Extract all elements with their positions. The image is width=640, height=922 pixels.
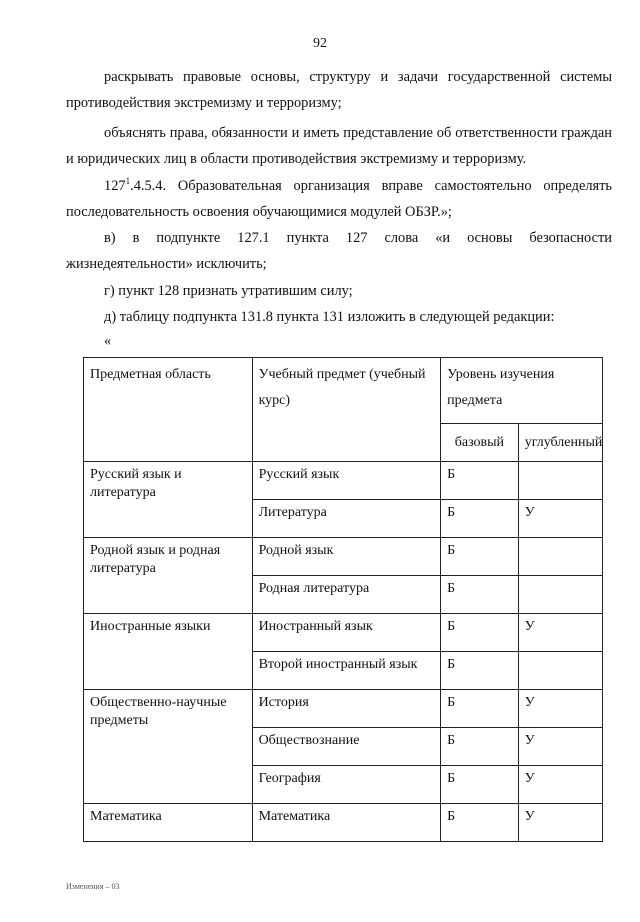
clause-text: .4.5.4. Образовательная организация вправе самостоятельно определять последовательность освоения обучающимися модулей ОБЗР.»;	[66, 178, 612, 220]
paragraph-item-v	[66, 225, 612, 277]
basic-level-cell: Б	[441, 538, 519, 576]
paragraph-item-d	[66, 304, 612, 330]
table-body	[84, 462, 603, 842]
basic-level-cell: Б	[441, 652, 519, 690]
basic-level-cell: Б	[441, 614, 519, 652]
paragraph-item-g	[66, 278, 612, 304]
subject-cell: Второй иностранный язык	[252, 652, 441, 690]
subject-cell: История	[252, 690, 441, 728]
header-advanced: углубленный	[518, 424, 602, 462]
header-subject-area: Предметная область	[84, 358, 253, 462]
basic-level-cell: Б	[441, 462, 519, 500]
subject-area-cell: Математика	[84, 804, 253, 842]
paragraph-text: объяснять права, обязанности и иметь представление об ответственности граждан и юридических лиц в области противодействия экстремизму и терроризму.	[66, 125, 612, 167]
basic-level-cell: Б	[441, 576, 519, 614]
paragraph-text: д) таблицу подпункта 131.8 пункта 131 изложить в следующей редакции:	[104, 309, 555, 325]
basic-level-cell: Б	[441, 690, 519, 728]
subject-cell: Русский язык	[252, 462, 441, 500]
paragraph-rights-duties	[66, 120, 612, 172]
basic-level-cell: Б	[441, 804, 519, 842]
basic-level-cell: Б	[441, 728, 519, 766]
subject-cell: Родной язык	[252, 538, 441, 576]
revision-footer: Изменения – 03	[66, 882, 120, 891]
subject-cell: Математика	[252, 804, 441, 842]
table-row	[84, 538, 603, 576]
header-study-level: Уровень изучения предмета	[441, 358, 603, 424]
subject-area-cell: Русский язык и литература	[84, 462, 253, 538]
table-row	[84, 614, 603, 652]
advanced-level-cell: У	[518, 500, 602, 538]
advanced-level-cell	[518, 538, 602, 576]
basic-level-cell: Б	[441, 500, 519, 538]
advanced-level-cell	[518, 652, 602, 690]
clause-superscript: 1	[125, 176, 131, 187]
subject-cell: География	[252, 766, 441, 804]
advanced-level-cell: У	[518, 804, 602, 842]
subject-area-cell: Иностранные языки	[84, 614, 253, 690]
subject-cell: Родная литература	[252, 576, 441, 614]
paragraph-text: раскрывать правовые основы, структуру и задачи государственной системы противодействия экстремизму и терроризму;	[66, 69, 612, 111]
paragraph-text: г) пункт 128 признать утратившим силу;	[104, 283, 353, 299]
subjects-table	[83, 357, 603, 842]
advanced-level-cell: У	[518, 766, 602, 804]
header-basic: базовый	[441, 424, 519, 462]
paragraph-text	[66, 173, 612, 225]
table-row	[84, 462, 603, 500]
clause-number: 127	[104, 178, 126, 194]
subject-area-cell: Родной язык и родная литература	[84, 538, 253, 614]
advanced-level-cell: У	[518, 614, 602, 652]
subject-area-cell: Общественно-научные предметы	[84, 690, 253, 804]
subject-cell: Иностранный язык	[252, 614, 441, 652]
opening-quote: «	[104, 333, 112, 349]
subject-cell: Обществознание	[252, 728, 441, 766]
paragraph-legal-basis	[66, 64, 612, 116]
basic-level-cell: Б	[441, 766, 519, 804]
advanced-level-cell	[518, 462, 602, 500]
header-subject: Учебный предмет (учебный курс)	[252, 358, 441, 462]
paragraph-text: в) в подпункте 127.1 пункта 127 слова «и основы безопасности жизнедеятельности» исключить;	[66, 230, 612, 272]
advanced-level-cell: У	[518, 690, 602, 728]
table-row	[84, 804, 603, 842]
subject-cell: Литература	[252, 500, 441, 538]
advanced-level-cell	[518, 576, 602, 614]
advanced-level-cell: У	[518, 728, 602, 766]
paragraph-127-1	[66, 173, 612, 225]
page-number: 92	[313, 36, 327, 51]
table-row	[84, 690, 603, 728]
